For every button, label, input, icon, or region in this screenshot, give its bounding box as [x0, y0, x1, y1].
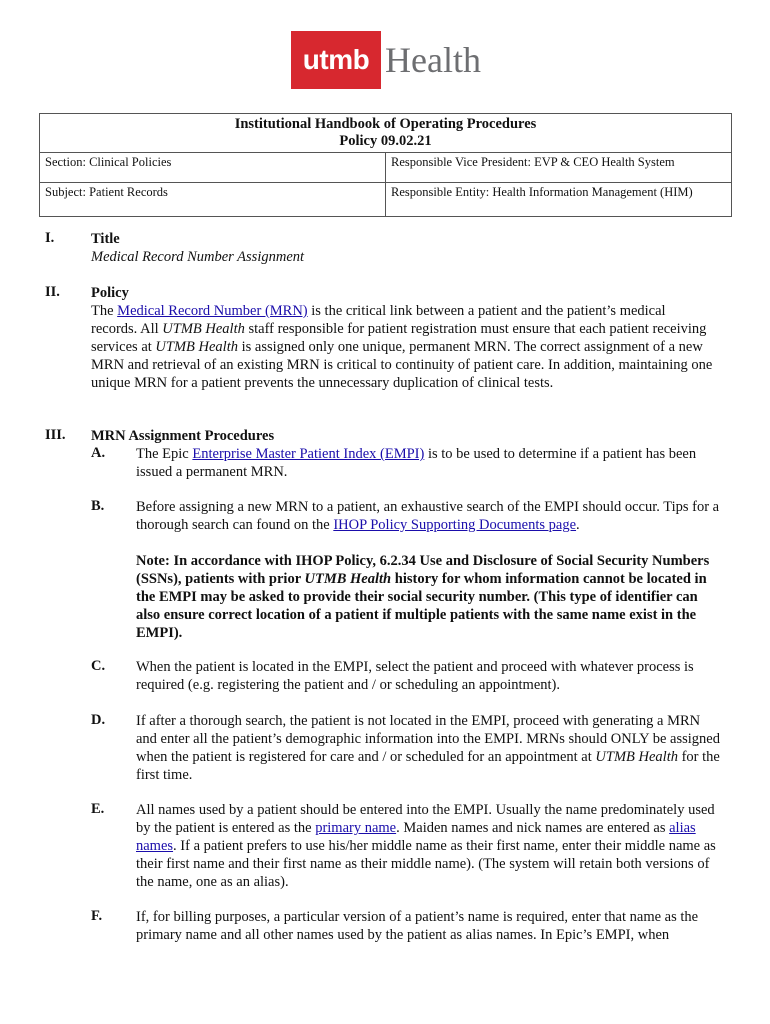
- section-heading-title: Title: [91, 231, 120, 247]
- subject-cell: Subject: Patient Records: [40, 183, 386, 217]
- section-number-2: II.: [45, 284, 60, 300]
- item-e: All names used by a patient should be entered into the EMPI. Usually the name predominately used by the patient is entered as the primary name. Maiden names and nick names are entered as alias names. If a patient prefers to use his/her middle name as their first name, enter their middle name as their first name and their first name as their middle name). (The system will retain both versions of the name, one as an alias).: [136, 802, 716, 890]
- vp-cell: Responsible Vice President: EVP & CEO Health System: [386, 153, 732, 183]
- policy-paragraph: The Medical Record Number (MRN) is the critical link between a patient and the patient’s medical records. All UTMB Health staff responsible for patient registration must ensure that each patient receiving services at UTMB Health is assigned only one unique, permanent MRN. The correct assignment of a new MRN and retrieval of an existing MRN is critical to continuity of patient care. In addition, maintaining one unique MRN for a patient prevents the unnecessary duplication of clinical tests.: [91, 303, 713, 391]
- policy-header-table: [39, 113, 732, 217]
- policy-number: Policy 09.02.21: [339, 133, 432, 149]
- item-label-c: C.: [91, 658, 106, 674]
- empi-link[interactable]: Enterprise Master Patient Index (EMPI): [192, 446, 425, 462]
- section-number-1: I.: [45, 230, 55, 246]
- section-number-3: III.: [45, 427, 66, 443]
- item-label-d: D.: [91, 712, 106, 728]
- ihop-supporting-docs-link[interactable]: IHOP Policy Supporting Documents page: [333, 517, 577, 533]
- item-c: When the patient is located in the EMPI, select the patient and proceed with whatever process is required (e.g. registering the patient and / or scheduling an appointment).: [136, 659, 694, 693]
- primary-name-link[interactable]: primary name: [315, 820, 397, 836]
- mrn-link[interactable]: Medical Record Number (MRN): [117, 303, 308, 319]
- item-b: Before assigning a new MRN to a patient, an exhaustive search of the EMPI should occur. Tips for a thorough search can found on the IHOP Policy Supporting Documents page.: [136, 499, 720, 533]
- section-heading-procedures: MRN Assignment Procedures: [91, 428, 275, 444]
- section-cell: Section: Clinical Policies: [40, 153, 386, 183]
- header-title-cell: [40, 114, 732, 153]
- entity-cell: Responsible Entity: Health Information Management (HIM): [386, 183, 732, 217]
- section-title: [91, 230, 713, 266]
- item-label-e: E.: [91, 801, 105, 817]
- ssn-note: Note: In accordance with IHOP Policy, 6.2.34 Use and Disclosure of Social Security Numbers (SSNs), patients with prior UTMB Health history for whom information cannot be located in the EMPI may be asked to provide their social security number. (This type of identifier can also ensure correct location of a patient if multiple patients with the same name exist in the EMPI).: [136, 553, 710, 641]
- alias-names-link[interactable]: alias names: [136, 820, 696, 854]
- item-label-a: A.: [91, 445, 106, 461]
- title-text: Medical Record Number Assignment: [91, 249, 305, 265]
- item-a: The Epic Enterprise Master Patient Index (EMPI) is to be used to determine if a patient has been issued a permanent MRN.: [136, 446, 697, 480]
- item-f: If, for billing purposes, a particular version of a patient’s name is required, enter that name as the primary name and all other names used by the patient as alias names. In Epic’s EMPI, when: [136, 909, 699, 943]
- item-label-f: F.: [91, 908, 103, 924]
- logo-wordmark: Health: [385, 40, 481, 80]
- item-d: If after a thorough search, the patient is not located in the EMPI, proceed with generating a MRN and enter all the patient’s demographic information into the EMPI. MRNs should ONLY be assigned when the patient is registered for care and / or scheduled for an appointment at UTMB Health for the first time.: [136, 713, 720, 783]
- handbook-title: Institutional Handbook of Operating Procedures: [234, 116, 537, 132]
- section-heading-policy: Policy: [91, 285, 129, 301]
- item-label-b: B.: [91, 498, 105, 514]
- utmb-health-logo: [291, 31, 481, 89]
- section-policy: [91, 284, 713, 392]
- logo-mark: utmb: [291, 31, 381, 89]
